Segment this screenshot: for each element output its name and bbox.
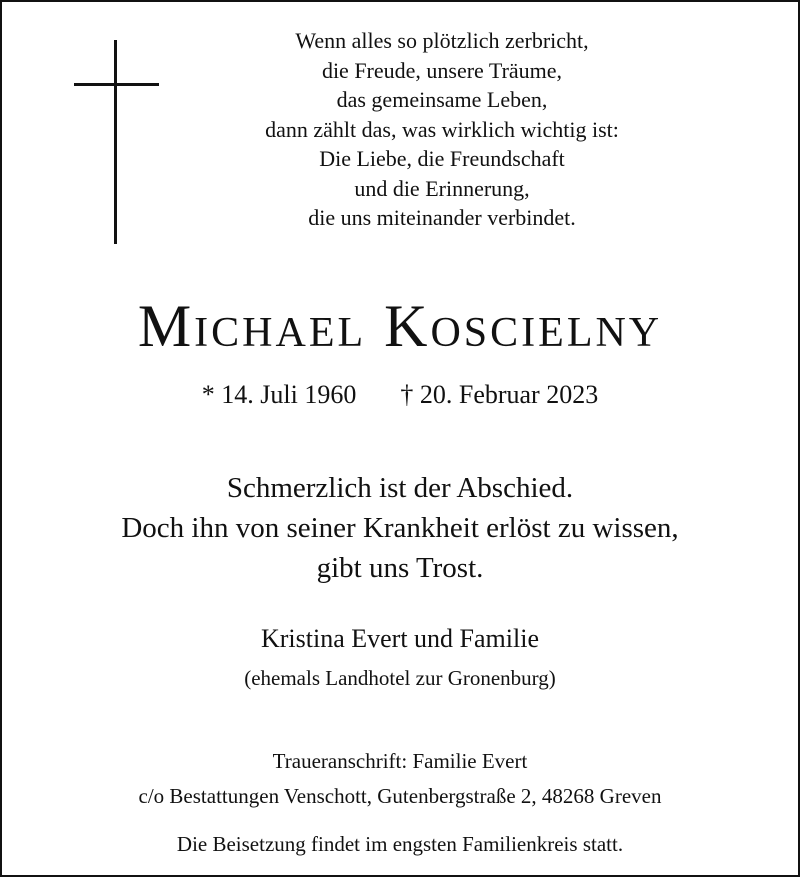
comfort-text [2, 468, 798, 588]
poem-line: das gemeinsame Leben, [336, 87, 548, 112]
comfort-line: Schmerzlich ist der Abschied. [226, 472, 574, 504]
burial-note: Die Beisetzung findet im engsten Familienkreis statt. [176, 832, 624, 856]
comfort-line: Doch ihn von seiner Krankheit erlöst zu wissen, [121, 512, 679, 544]
poem-line: und die Erinnerung, [354, 175, 530, 201]
poem-line: die Freude, unsere Träume, [321, 57, 563, 83]
family-signature: Kristina Evert und Familie [260, 624, 539, 653]
deceased-name: Michael Koscielny [137, 293, 663, 359]
poem [202, 26, 682, 233]
comfort-line: gibt uns Trost. [316, 552, 484, 584]
death-date: † 20. Februar 2023 [400, 380, 599, 409]
poem-line: die uns miteinander verbindet. [308, 205, 576, 230]
poem-line: dann zählt das, was wirklich wichtig ist: [265, 116, 619, 142]
birth-date: * 14. Juli 1960 [201, 380, 357, 409]
family-note: (ehemals Landhotel zur Gronenburg) [244, 666, 556, 690]
cross-vertical-bar [114, 40, 117, 244]
mourning-address [2, 744, 798, 814]
address-line: Traueranschrift: Familie Evert [272, 749, 528, 773]
life-dates [2, 380, 798, 410]
cross-horizontal-bar [74, 83, 159, 86]
poem-line: Die Liebe, die Freundschaft [319, 146, 565, 171]
address-line: c/o Bestattungen Venschott, Gutenbergstraße 2, 48268 Greven [138, 784, 662, 808]
poem-line: Wenn alles so plötzlich zerbricht, [295, 28, 589, 53]
